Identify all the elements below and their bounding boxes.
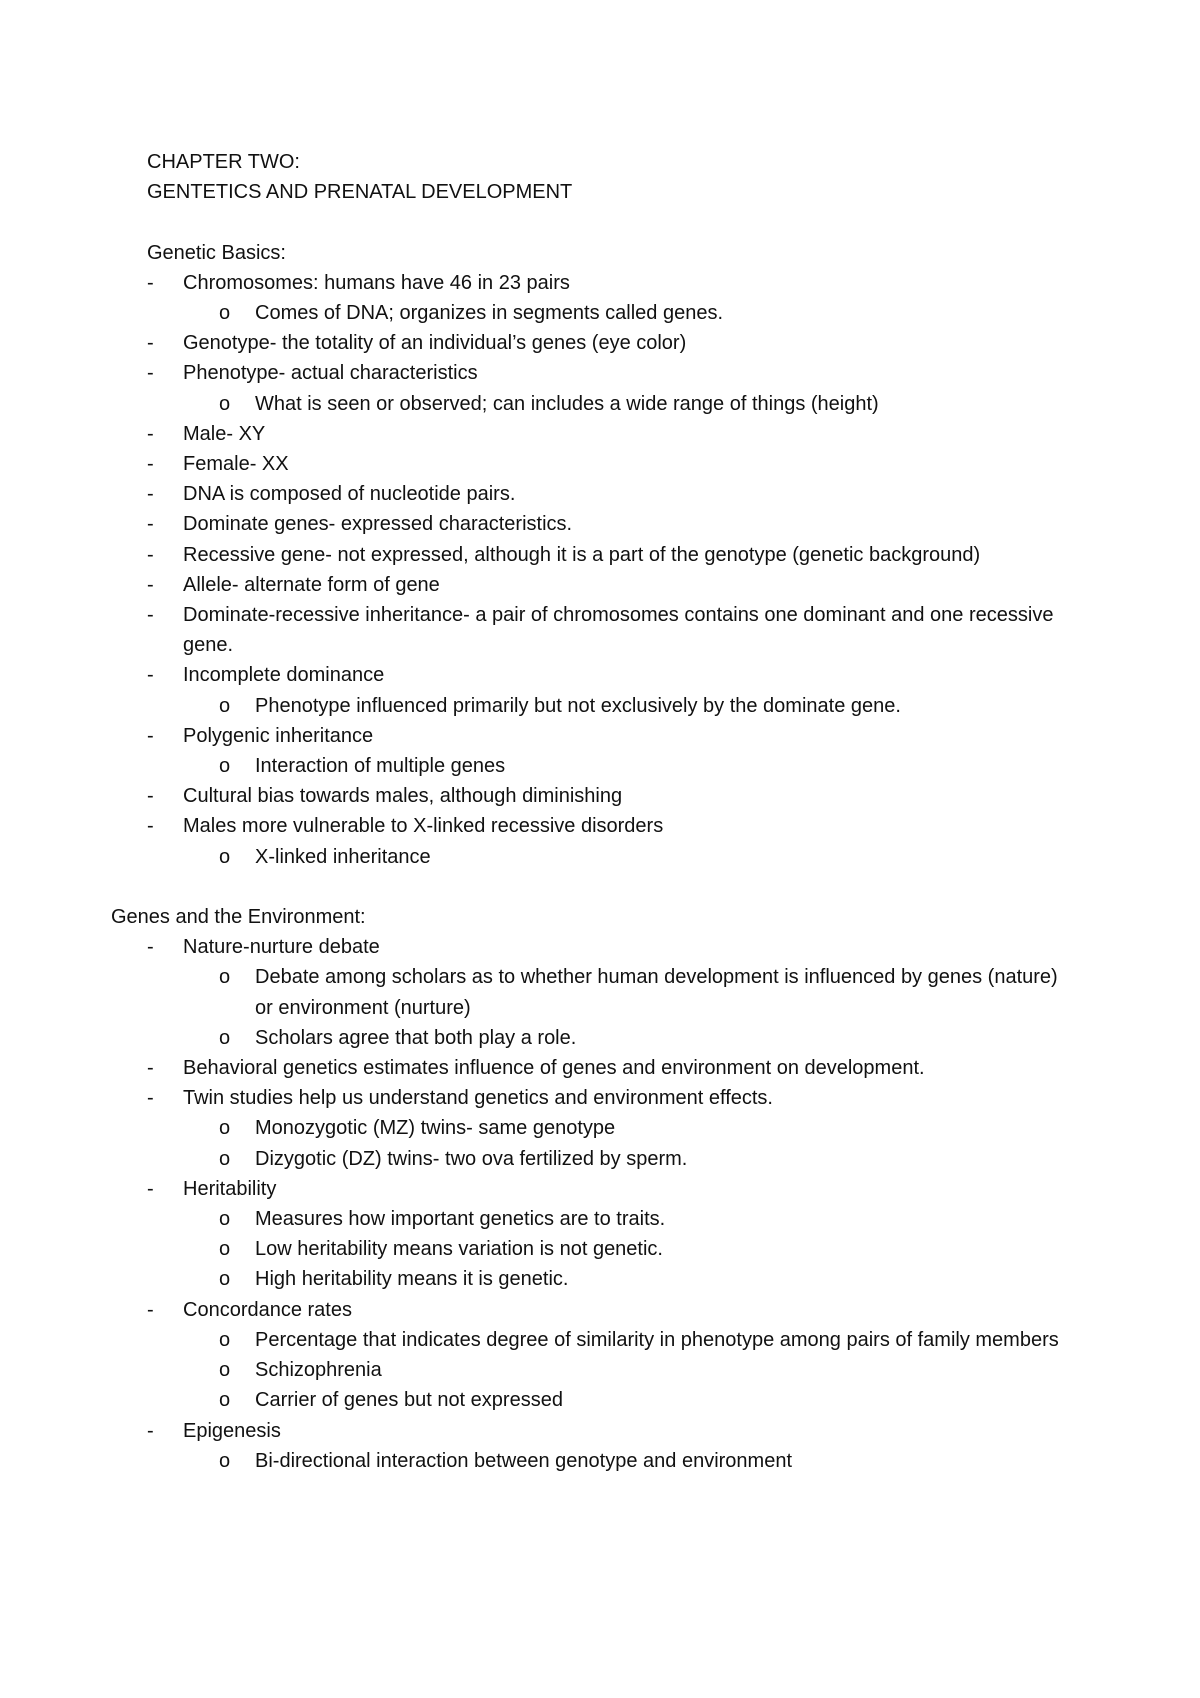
sub-list-item	[219, 1355, 1067, 1385]
dash-bullet: -	[147, 573, 154, 596]
list-item-text: Nature-nurture debate	[183, 936, 380, 959]
dash-bullet: -	[147, 362, 154, 385]
dash-bullet: -	[147, 513, 154, 536]
circle-bullet: o	[219, 1359, 231, 1382]
sub-list-item	[219, 691, 1067, 721]
sub-list-item	[219, 751, 1067, 781]
sub-list-item	[219, 842, 1067, 872]
section-title-genetic-basics: Genetic Basics:	[147, 241, 286, 264]
genetic-basics-list	[147, 268, 1067, 872]
sub-list	[183, 298, 1067, 328]
list-item-text: Cultural bias towards males, although diminishing	[183, 785, 623, 808]
circle-bullet: o	[219, 1268, 231, 1291]
sub-list	[183, 1325, 1067, 1416]
sub-list-item	[219, 298, 1067, 328]
sub-list-item	[219, 389, 1067, 419]
dash-bullet: -	[147, 785, 154, 808]
sub-list-item-text: Scholars agree that both play a role.	[255, 1026, 577, 1049]
list-item	[147, 419, 1067, 449]
sub-list	[183, 842, 1067, 872]
sub-list-item	[219, 1385, 1067, 1415]
circle-bullet: o	[219, 392, 231, 415]
sub-list-item	[219, 1325, 1067, 1355]
sub-list-item-text: Interaction of multiple genes	[255, 755, 506, 778]
dash-bullet: -	[147, 604, 154, 627]
sub-list-item	[219, 1234, 1067, 1264]
sub-list-item	[219, 1204, 1067, 1234]
sub-list-item-text: Phenotype influenced primarily but not exclusively by the dominate gene.	[255, 694, 901, 717]
sub-list-item-text: Measures how important genetics are to traits.	[255, 1208, 666, 1231]
list-item	[147, 660, 1067, 720]
blank-line	[147, 872, 1067, 902]
sub-list-item-text: Carrier of genes but not expressed	[255, 1389, 563, 1412]
blank-line	[147, 207, 1067, 237]
sub-list-item	[219, 962, 1067, 1022]
list-item	[147, 1083, 1067, 1174]
document-body	[111, 147, 1067, 1476]
sub-list	[183, 1446, 1067, 1476]
list-item	[147, 328, 1067, 358]
list-item-text: Genotype- the totality of an individual’s genes (eye color)	[183, 332, 687, 355]
list-item	[147, 479, 1067, 509]
sub-list	[183, 751, 1067, 781]
list-item-text: Dominate genes- expressed characteristics.	[183, 513, 573, 536]
circle-bullet: o	[219, 694, 231, 717]
list-item	[147, 600, 1067, 660]
list-item	[147, 449, 1067, 479]
sub-list-item-text: What is seen or observed; can includes a wide range of things (height)	[255, 392, 879, 415]
list-item-text: Males more vulnerable to X-linked recessive disorders	[183, 815, 664, 838]
sub-list-item-text: Dizygotic (DZ) twins- two ova fertilized by sperm.	[255, 1147, 688, 1170]
sub-list-item-text: Monozygotic (MZ) twins- same genotype	[255, 1117, 616, 1140]
list-item	[147, 540, 1067, 570]
dash-bullet: -	[147, 543, 154, 566]
list-item	[147, 1174, 1067, 1295]
list-item	[147, 1053, 1067, 1083]
list-item-text: DNA is composed of nucleotide pairs.	[183, 483, 516, 506]
sub-list	[183, 389, 1067, 419]
list-item-text: Twin studies help us understand genetics and environment effects.	[183, 1087, 773, 1110]
list-item	[147, 932, 1067, 1053]
circle-bullet: o	[219, 1389, 231, 1412]
circle-bullet: o	[219, 1449, 231, 1472]
sub-list-item-text: Bi-directional interaction between genotype and environment	[255, 1449, 793, 1472]
list-item-text: Chromosomes: humans have 46 in 23 pairs	[183, 271, 570, 294]
sub-list-item-text: Schizophrenia	[255, 1359, 382, 1382]
sub-list-item	[219, 1144, 1067, 1174]
dash-bullet: -	[147, 724, 154, 747]
list-item-text: Heritability	[183, 1177, 277, 1200]
circle-bullet: o	[219, 755, 231, 778]
circle-bullet: o	[219, 1147, 231, 1170]
circle-bullet: o	[219, 1328, 231, 1351]
circle-bullet: o	[219, 302, 231, 324]
dash-bullet: -	[147, 271, 154, 294]
sub-list-item	[219, 1023, 1067, 1053]
list-item-text: Concordance rates	[183, 1298, 352, 1321]
circle-bullet: o	[219, 845, 231, 868]
list-item-text: Male- XY	[183, 422, 266, 445]
chapter-label: CHAPTER TWO:	[147, 151, 300, 173]
sub-list-item-text: Debate among scholars as to whether human development is influenced by genes (nature) or environment (nurture)	[255, 966, 1058, 1019]
circle-bullet: o	[219, 1026, 231, 1049]
dash-bullet: -	[147, 815, 154, 838]
chapter-title: GENTETICS AND PRENATAL DEVELOPMENT	[147, 181, 573, 204]
list-item	[147, 268, 1067, 328]
sub-list	[183, 1113, 1067, 1173]
dash-bullet: -	[147, 1057, 154, 1080]
circle-bullet: o	[219, 1208, 231, 1231]
dash-bullet: -	[147, 1419, 154, 1442]
list-item-text: Polygenic inheritance	[183, 724, 374, 747]
list-item	[147, 1416, 1067, 1476]
dash-bullet: -	[147, 453, 154, 476]
list-item	[147, 509, 1067, 539]
sub-list-item-text: Percentage that indicates degree of similarity in phenotype among pairs of family members	[255, 1328, 1059, 1351]
list-item	[147, 358, 1067, 418]
sub-list-item-text: Comes of DNA; organizes in segments called genes.	[255, 302, 724, 324]
sub-list-item-text: High heritability means it is genetic.	[255, 1268, 569, 1291]
dash-bullet: -	[147, 664, 154, 687]
dash-bullet: -	[147, 1087, 154, 1110]
sub-list	[183, 1204, 1067, 1295]
sub-list-item-text: Low heritability means variation is not genetic.	[255, 1238, 663, 1261]
sub-list	[183, 691, 1067, 721]
list-item-text: Incomplete dominance	[183, 664, 385, 687]
dash-bullet: -	[147, 1177, 154, 1200]
dash-bullet: -	[147, 483, 154, 506]
sub-list-item	[219, 1446, 1067, 1476]
sub-list-item	[219, 1113, 1067, 1143]
list-item	[147, 1295, 1067, 1416]
dash-bullet: -	[147, 422, 154, 445]
list-item-text: Allele- alternate form of gene	[183, 573, 440, 596]
list-item-text: Dominate-recessive inheritance- a pair of chromosomes contains one dominant and one recessive gene.	[183, 604, 1054, 657]
genes-environment-list	[147, 932, 1067, 1476]
list-item-text: Female- XX	[183, 453, 289, 476]
list-item	[147, 721, 1067, 781]
section-title-genes-environment: Genes and the Environment:	[111, 906, 366, 929]
list-item-text: Epigenesis	[183, 1419, 281, 1442]
sub-list	[183, 962, 1067, 1053]
list-item	[147, 570, 1067, 600]
list-item-text: Behavioral genetics estimates influence of genes and environment on development.	[183, 1057, 925, 1080]
dash-bullet: -	[147, 1298, 154, 1321]
list-item	[147, 781, 1067, 811]
circle-bullet: o	[219, 966, 231, 989]
circle-bullet: o	[219, 1238, 231, 1261]
circle-bullet: o	[219, 1117, 231, 1140]
list-item-text: Recessive gene- not expressed, although it is a part of the genotype (genetic background)	[183, 543, 981, 566]
dash-bullet: -	[147, 332, 154, 355]
list-item	[147, 811, 1067, 871]
sub-list-item-text: X-linked inheritance	[255, 845, 431, 868]
sub-list-item	[219, 1264, 1067, 1294]
list-item-text: Phenotype- actual characteristics	[183, 362, 478, 385]
dash-bullet: -	[147, 936, 154, 959]
